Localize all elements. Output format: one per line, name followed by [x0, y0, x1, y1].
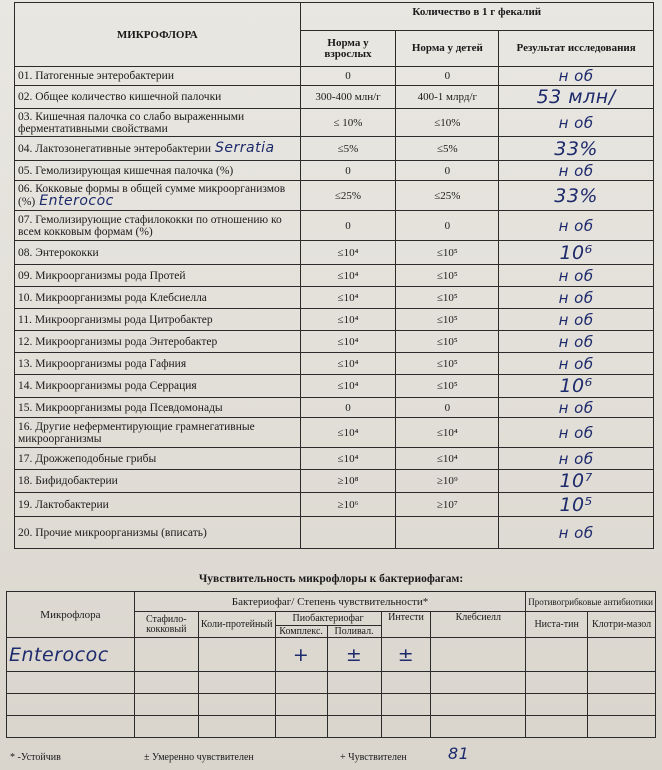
table-row: [15, 137, 654, 161]
phage-col-microflora: Микрофлора: [7, 592, 135, 638]
table-row: [15, 418, 654, 448]
norm-adult: ≤10⁴: [300, 265, 396, 287]
col-nistatin: Ниста-тин: [526, 612, 588, 638]
norm-adult: ≤10⁴: [300, 309, 396, 331]
result-value: н об: [499, 287, 654, 309]
result-value: 33%: [499, 181, 654, 211]
norm-adult: ≥10⁸: [300, 470, 396, 493]
norm-adult: ≤10⁴: [300, 331, 396, 353]
microflora-table: [14, 2, 654, 549]
table-row: [15, 375, 654, 398]
norm-child: ≤25%: [396, 181, 499, 211]
norm-child: ≤10⁵: [396, 241, 499, 265]
header-children: Норма у детей: [396, 31, 499, 67]
header-microflora: МИКРОФЛОРА: [15, 3, 301, 67]
result-value: 53 млн/: [499, 86, 654, 109]
result-value: н об: [499, 353, 654, 375]
result-value: 10⁶: [499, 375, 654, 398]
result-value: н об: [499, 109, 654, 137]
row-name: [15, 398, 301, 418]
norm-child: ≥10⁷: [396, 493, 499, 517]
norm-adult: ≤10⁴: [300, 418, 396, 448]
norm-adult: ≤10⁴: [300, 448, 396, 470]
result-value: н об: [499, 309, 654, 331]
row-name-text: 19. Лактобактерии: [18, 498, 109, 511]
row-name: [15, 375, 301, 398]
table-row: [15, 241, 654, 265]
norm-child: 400-1 млрд/г: [396, 86, 499, 109]
result-value: н об: [499, 398, 654, 418]
row-name: [15, 331, 301, 353]
row-name: [15, 493, 301, 517]
norm-adult: ≥10⁶: [300, 493, 396, 517]
norm-child: ≥10⁹: [396, 470, 499, 493]
norm-adult: ≤10⁴: [300, 375, 396, 398]
col-pio-polival: Поливал.: [327, 626, 381, 638]
col-klotrimazol: Клотри-мазол: [588, 612, 656, 638]
row-name-text: 02. Общее количество кишечной палочки: [18, 91, 222, 103]
row-name-text: 06. Кокковые формы в общей сумме микроорганизмов (%): [18, 183, 286, 208]
norm-adult: 0: [300, 161, 396, 181]
row-name-text: 08. Энтерококки: [18, 246, 99, 259]
phage-table: [6, 591, 656, 738]
row-name-text: 15. Микроорганизмы рода Псевдомонады: [18, 401, 223, 414]
result-value: н об: [499, 265, 654, 287]
row-name-text: 03. Кишечная палочка со слабо выраженными ферментативными свойствами: [18, 110, 245, 135]
row-name: [15, 211, 301, 241]
row-name: [15, 517, 301, 549]
row-name: [15, 241, 301, 265]
norm-adult: 0: [300, 398, 396, 418]
norm-child: ≤10⁵: [396, 353, 499, 375]
norm-child: ≤10⁵: [396, 309, 499, 331]
norm-adult: ≤25%: [300, 181, 396, 211]
norm-adult: [300, 517, 396, 549]
row-name: [15, 309, 301, 331]
table-row: [15, 448, 654, 470]
norm-child: ≤10⁵: [396, 265, 499, 287]
norm-adult: ≤10⁴: [300, 353, 396, 375]
norm-adult: 0: [300, 211, 396, 241]
norm-child: ≤10⁴: [396, 448, 499, 470]
result-value: н об: [499, 161, 654, 181]
norm-child: [396, 517, 499, 549]
table-row: [15, 161, 654, 181]
handwritten-note: Enterococ: [39, 193, 114, 209]
norm-adult: ≤5%: [300, 137, 396, 161]
col-koli: Коли-протейный: [198, 612, 275, 638]
table-row: [15, 109, 654, 137]
phage-cell-kompleks: +: [275, 638, 327, 672]
result-value: н об: [499, 517, 654, 549]
row-name-text: 07. Гемолизирующие стафилококки по отношению ко всем кокковым формам (%): [18, 213, 282, 238]
result-value: н об: [499, 211, 654, 241]
norm-child: ≤10⁵: [396, 375, 499, 398]
phage-cell-klebsiell: [431, 638, 526, 672]
row-name: [15, 470, 301, 493]
result-value: н об: [499, 418, 654, 448]
table-row: [15, 398, 654, 418]
row-name: [15, 265, 301, 287]
legend-sensitive: + Чувствителен: [340, 752, 407, 763]
row-name: [15, 86, 301, 109]
row-name-text: 11. Микроорганизмы рода Цитробактер: [18, 313, 213, 326]
table-row: [15, 181, 654, 211]
row-name: [15, 67, 301, 86]
phage-cell-koli: [198, 638, 275, 672]
table-row: [15, 211, 654, 241]
col-pio-kompleks: Комплекс.: [275, 626, 327, 638]
header-result: Результат исследования: [499, 31, 654, 67]
norm-adult: ≤ 10%: [300, 109, 396, 137]
table-row: [15, 517, 654, 549]
table-row: [15, 265, 654, 287]
row-name-text: 01. Патогенные энтеробактерии: [18, 70, 174, 82]
phage-cell-intesti: ±: [381, 638, 431, 672]
col-klebsiell: Клебсиелл: [431, 612, 526, 638]
norm-child: ≤10%: [396, 109, 499, 137]
col-pio: Пиобактериофаг: [275, 612, 381, 626]
header-quantity: Количество в 1 г фекалий: [300, 3, 653, 31]
handwritten-note: Serratia: [215, 140, 275, 156]
result-value: н об: [499, 331, 654, 353]
row-name: [15, 161, 301, 181]
antifungal-group-header: Противогрибковые антибиотики: [526, 592, 656, 612]
page-number: 81: [448, 744, 470, 763]
col-stafilo: Стафило-кокковый: [134, 612, 198, 638]
norm-child: ≤10⁵: [396, 287, 499, 309]
table-row: [15, 493, 654, 517]
result-value: 10⁷: [499, 470, 654, 493]
legend-resistant: * -Устойчив: [10, 752, 61, 763]
table-row: [15, 86, 654, 109]
norm-child: 0: [396, 161, 499, 181]
header-adults: Норма у взрослых: [300, 31, 396, 67]
phage-cell-klotrimazol: [588, 638, 656, 672]
result-value: н об: [499, 448, 654, 470]
phage-title: Чувствительность микрофлоры к бактериофагам:: [198, 573, 464, 585]
row-name-text: 10. Микроорганизмы рода Клебсиелла: [18, 291, 207, 304]
phage-group-header: Бактериофаг/ Степень чувствительности*: [134, 592, 525, 612]
result-value: 33%: [499, 137, 654, 161]
result-value: 10⁵: [499, 493, 654, 517]
row-name-text: 20. Прочие микроорганизмы (вписать): [18, 526, 207, 539]
row-name-text: 16. Другие неферментирующие грамнегативные микроорганизмы: [18, 420, 255, 445]
row-name: [15, 287, 301, 309]
row-name-text: 13. Микроорганизмы рода Гафния: [18, 357, 187, 370]
row-name-text: 05. Гемолизирующая кишечная палочка (%): [18, 164, 234, 177]
row-name-text: 14. Микроорганизмы рода Серрация: [18, 380, 197, 392]
row-name: [15, 448, 301, 470]
row-name-text: 09. Микроорганизмы рода Протей: [18, 269, 186, 282]
row-name-text: 12. Микроорганизмы рода Энтеробактер: [18, 335, 218, 348]
row-name-text: 17. Дрожжеподобные грибы: [18, 452, 157, 465]
phage-cell-stafilo: [134, 638, 198, 672]
norm-adult: ≤10⁴: [300, 241, 396, 265]
table-row: [15, 470, 654, 493]
row-name: [15, 353, 301, 375]
norm-adult: ≤10⁴: [300, 287, 396, 309]
phage-cell-polival: ±: [327, 638, 381, 672]
row-name: [15, 109, 301, 137]
norm-adult: 300-400 млн/г: [300, 86, 396, 109]
phage-row-microflora: Enterococ: [7, 638, 135, 672]
norm-child: 0: [396, 67, 499, 86]
phage-cell-nistatin: [526, 638, 588, 672]
table-row: [15, 309, 654, 331]
norm-child: 0: [396, 211, 499, 241]
legend-moderate: ± Умеренно чувствителен: [144, 752, 254, 763]
norm-child: ≤10⁴: [396, 418, 499, 448]
result-value: 10⁶: [499, 241, 654, 265]
norm-child: 0: [396, 398, 499, 418]
row-name: [15, 137, 301, 161]
norm-child: ≤5%: [396, 137, 499, 161]
table-row: [15, 353, 654, 375]
row-name-text: 04. Лактозонегативные энтеробактерии: [18, 143, 211, 155]
norm-child: ≤10⁵: [396, 331, 499, 353]
row-name: [15, 418, 301, 448]
table-row: [15, 287, 654, 309]
table-row: [15, 67, 654, 86]
result-value: н об: [499, 67, 654, 86]
col-intesti: Интести: [381, 612, 431, 638]
row-name-text: 18. Бифидобактерии: [18, 475, 118, 487]
table-row: [15, 331, 654, 353]
norm-adult: 0: [300, 67, 396, 86]
row-name: [15, 181, 301, 211]
